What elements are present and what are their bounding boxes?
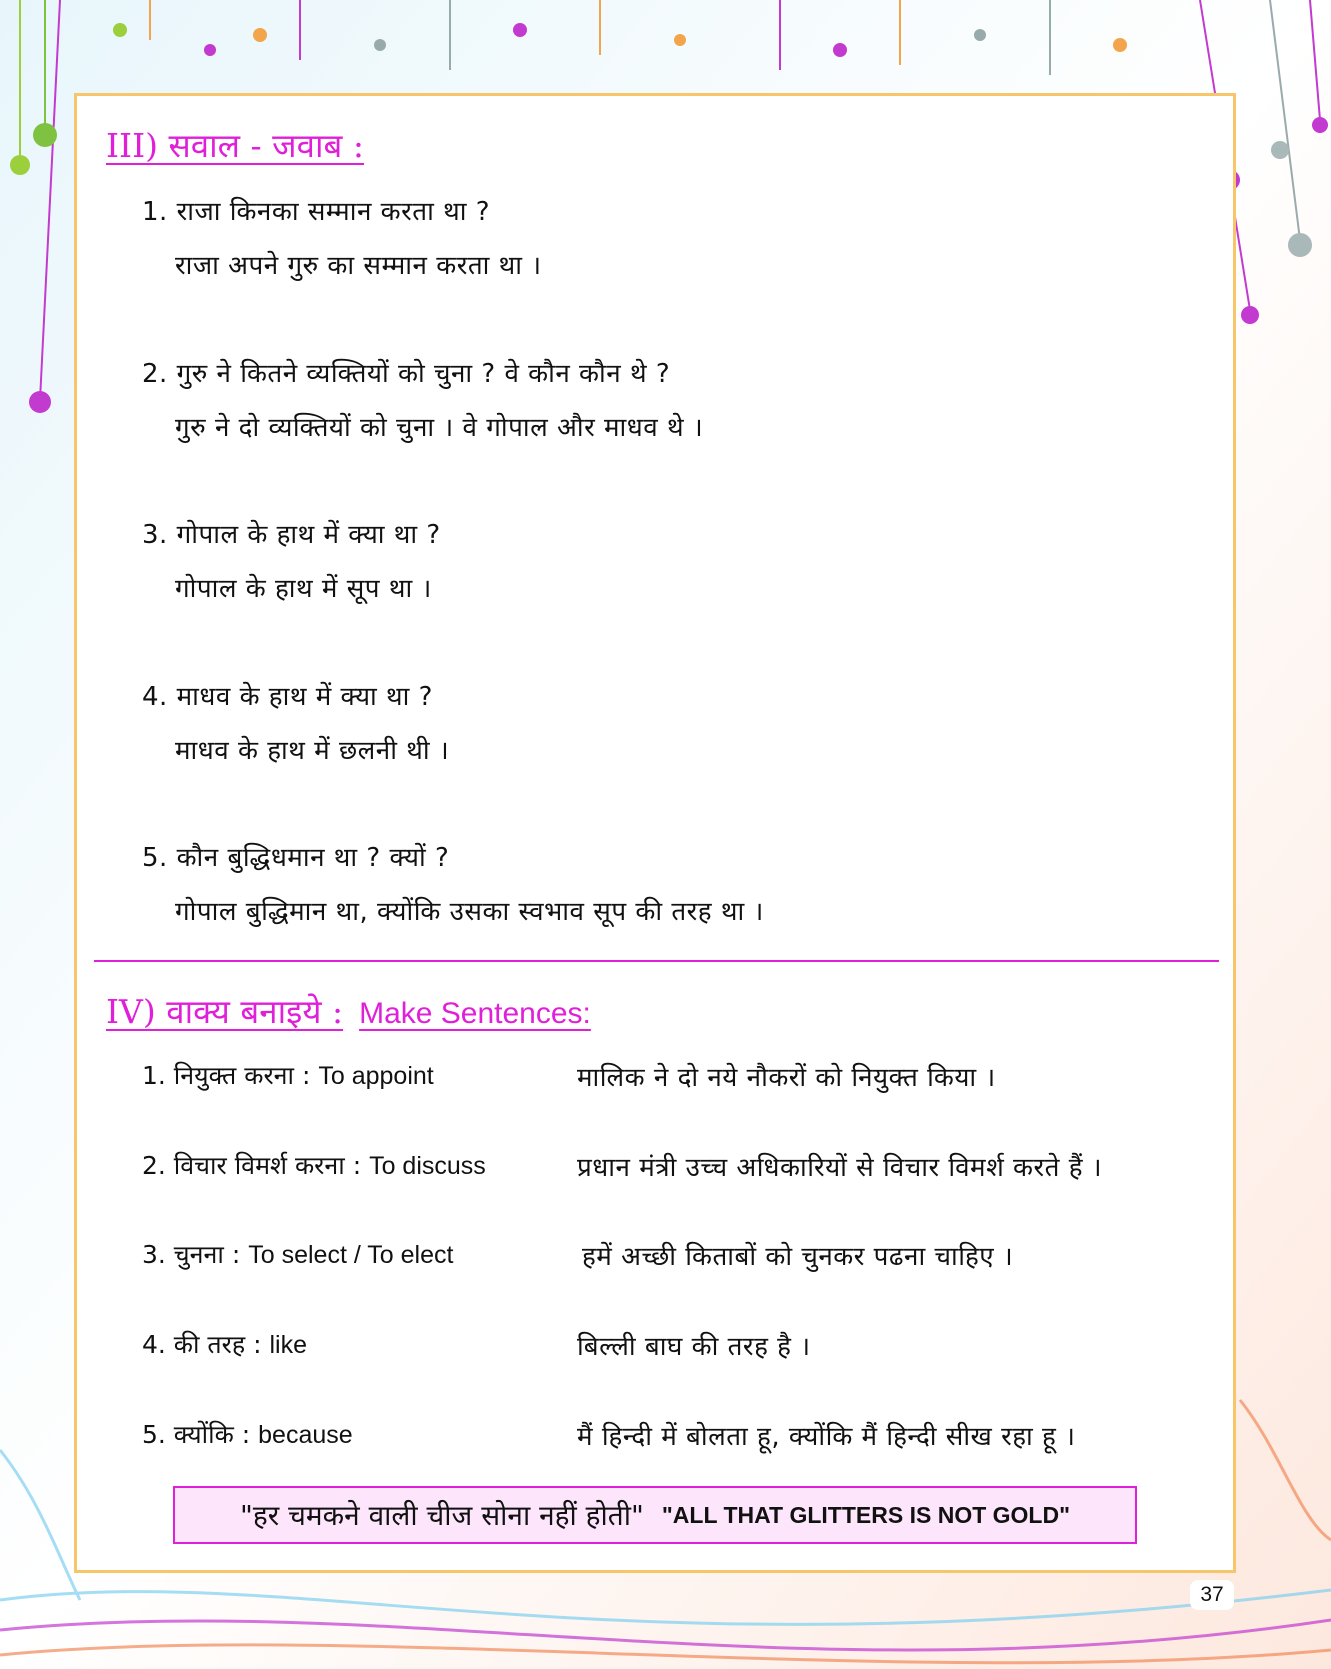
row-sentence: बिल्ली बाघ की तरह है । xyxy=(577,1332,811,1362)
row-meaning: To select / To elect xyxy=(248,1241,454,1269)
row-meaning: To appoint xyxy=(318,1062,434,1090)
row-sentence: प्रधान मंत्री उच्च अधिकारियों से विचार विमर्श करते हैं । xyxy=(577,1153,1103,1183)
row-sentence: हमें अच्छी किताबों को चुनकर पढना चाहिए । xyxy=(582,1242,1014,1272)
sentence-row xyxy=(142,1327,1222,1367)
section-4-title xyxy=(106,988,591,1033)
sentence-row xyxy=(142,1237,1222,1277)
section-4-title-hindi: IV) वाक्य बनाइये : xyxy=(106,992,344,1031)
row-word: 3. चुनना : xyxy=(142,1240,241,1269)
answer-2: गुरु ने दो व्यक्तियों को चुना । वे गोपाल और माधव थे । xyxy=(175,413,704,443)
proverb-box xyxy=(173,1486,1137,1544)
row-word: 4. की तरह : xyxy=(142,1330,262,1359)
answer-3: गोपाल के हाथ में सूप था । xyxy=(175,574,432,604)
row-word: 1. नियुक्त करना : xyxy=(142,1061,311,1090)
sentence-row xyxy=(142,1148,1222,1188)
proverb-english: "ALL THAT GLITTERS IS NOT GOLD" xyxy=(661,1501,1070,1528)
row-meaning: like xyxy=(269,1331,308,1359)
row-sentence: मैं हिन्दी में बोलता हू, क्योंकि मैं हिन्दी सीख रहा हू । xyxy=(577,1422,1076,1452)
row-sentence: मालिक ने दो नये नौकरों को नियुक्त किया । xyxy=(577,1063,996,1093)
question-4: 4. माधव के हाथ में क्या था ? xyxy=(142,682,433,712)
sentence-row xyxy=(142,1417,1222,1457)
section-divider xyxy=(94,960,1219,962)
question-3: 3. गोपाल के हाथ में क्या था ? xyxy=(142,520,441,550)
row-word: 5. क्योंकि : xyxy=(142,1420,251,1449)
question-2: 2. गुरु ने कितने व्यक्तियों को चुना ? वे कौन कौन थे ? xyxy=(142,359,671,389)
row-meaning: To discuss xyxy=(369,1152,486,1180)
row-meaning: because xyxy=(258,1421,353,1449)
page-number: 37 xyxy=(1190,1580,1234,1610)
row-word: 2. विचार विमर्श करना : xyxy=(142,1151,362,1180)
answer-1: राजा अपने गुरु का सम्मान करता था । xyxy=(175,251,542,281)
section-4-title-english: Make Sentences: xyxy=(359,997,591,1030)
sentence-row xyxy=(142,1058,1222,1098)
answer-5: गोपाल बुद्धिमान था, क्योंकि उसका स्वभाव सूप की तरह था । xyxy=(175,897,764,927)
question-5: 5. कौन बुद्धिधमान था ? क्यों ? xyxy=(142,843,450,873)
question-1: 1. राजा किनका सम्मान करता था ? xyxy=(142,197,490,227)
proverb-hindi: "हर चमकने वाली चीज सोना नहीं होती" xyxy=(240,1499,644,1532)
section-3-title: III) सवाल - जवाब : xyxy=(106,126,365,165)
answer-4: माधव के हाथ में छलनी थी । xyxy=(175,736,450,766)
